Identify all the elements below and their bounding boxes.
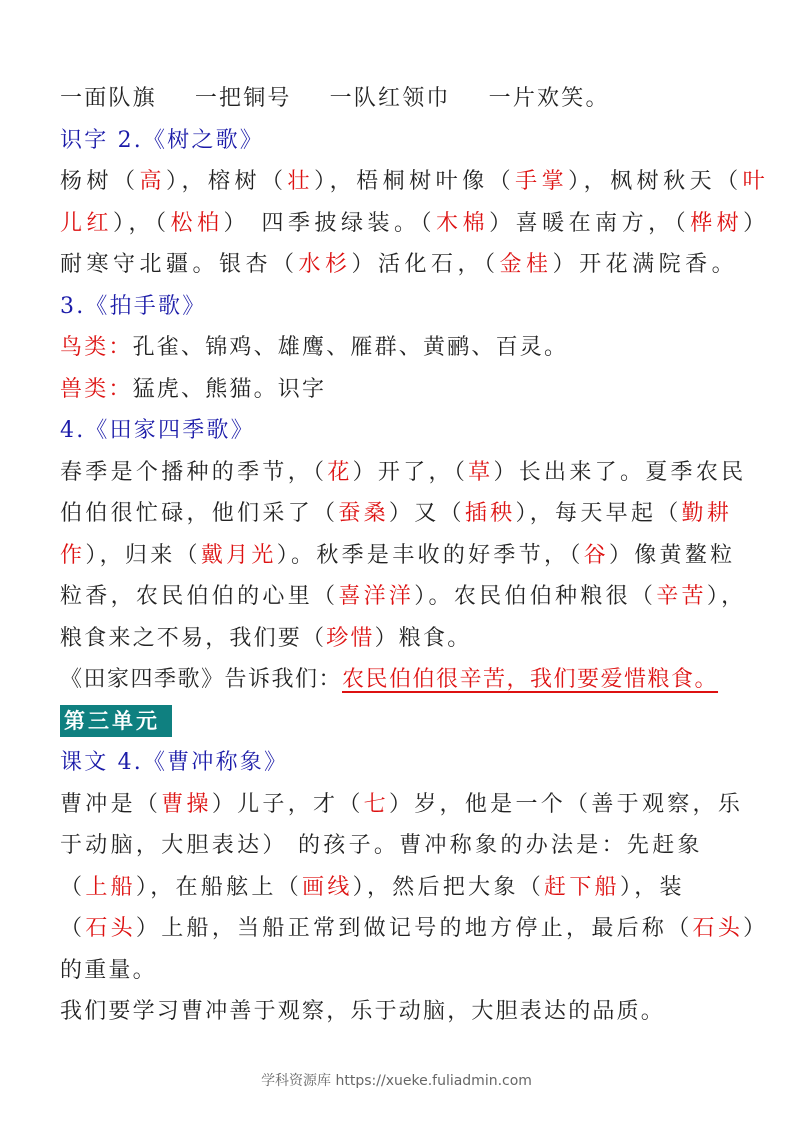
answer: 辛苦 — [656, 584, 707, 609]
answer: 喜洋洋 — [338, 584, 415, 609]
answer: 作 — [60, 542, 86, 568]
text-line: （上船），在船舷上（画线），然后把大象（赶下船），装 — [60, 874, 685, 900]
section-heading: 3.《拍手歌》 — [60, 293, 207, 319]
answer: 草 — [468, 459, 494, 485]
phrase: 一把铜号 — [194, 86, 292, 111]
text-line: 兽类：猛虎、熊猫。识字 — [60, 376, 327, 402]
answer: 插秧 — [464, 501, 516, 526]
category-label: 鸟类： — [60, 335, 133, 360]
answer: 水杉 — [298, 252, 352, 277]
answer: 儿红 — [60, 210, 114, 236]
text-line: 儿红），（松柏） 四季披绿装。（木棉）喜暖在南方，（桦树） — [60, 210, 770, 236]
answer: 桦树 — [690, 210, 744, 236]
answer: 松柏 — [170, 210, 224, 236]
answer: 石头 — [85, 916, 136, 941]
text-line: 《田家四季歌》告诉我们：农民伯伯很辛苦，我们要爱惜粮食。 — [60, 667, 719, 692]
text-line: 鸟类：孔雀、锦鸡、雄鹰、雁群、黄鹂、百灵。 — [60, 335, 569, 360]
answer: 上船 — [85, 874, 136, 900]
answer: 珍惜 — [326, 625, 375, 651]
answer: 高 — [139, 169, 167, 194]
footer-source: 学科资源库 https://xueke.fuliadmin.com — [261, 1073, 532, 1089]
text-line: 作），归来（戴月光）。秋季是丰收的好季节，（谷）像黄鳌粒 — [60, 542, 736, 568]
answer: 勤耕 — [681, 501, 733, 526]
text-line: 春季是个播种的季节，（花）开了，（草）长出来了。夏季农民 — [60, 459, 747, 485]
answer: 谷 — [583, 542, 609, 568]
section-heading: 课文 4.《曹冲称象》 — [60, 750, 289, 775]
text-line: 于动脑，大胆表达） 的孩子。曹冲称象的办法是：先赶象 — [60, 833, 703, 858]
phrase: 一面队旗 — [60, 86, 157, 111]
answer: 花 — [327, 459, 353, 485]
answer: 叶 — [742, 169, 770, 194]
answer: 曹操 — [161, 791, 212, 817]
section-heading: 识字 2.《树之歌》 — [60, 127, 264, 153]
unit-banner: 第三单元 — [60, 705, 172, 737]
unit-banner-row — [60, 701, 740, 743]
answer: 戴月光 — [200, 542, 277, 568]
text-line: 曹冲是（曹操）儿子，才（七）岁，他是一个（善于观察，乐 — [60, 791, 744, 817]
answer: 赶下船 — [544, 874, 620, 900]
underlined-answer: 农民伯伯很辛苦，我们要爱惜粮食。 — [342, 667, 719, 692]
document-page — [60, 78, 770, 1033]
answer: 壮 — [287, 169, 315, 194]
answer: 石头 — [692, 916, 744, 941]
category-label: 兽类： — [60, 376, 133, 402]
answer: 七 — [363, 791, 389, 817]
section-heading: 4.《田家四季歌》 — [60, 418, 255, 443]
answer: 手掌 — [515, 169, 569, 194]
answer: 画线 — [302, 874, 353, 900]
text-line: 的重量。 — [60, 957, 157, 983]
answer: 金桂 — [499, 252, 553, 277]
text-line: 耐寒守北疆。银杏（水杉）活化石，（金桂）开花满院香。 — [60, 252, 739, 277]
text-line: 我们要学习曹冲善于观察，乐于动脑，大胆表达的品质。 — [60, 999, 666, 1024]
text-line: （石头）上船，当船正常到做记号的地方停止，最后称（石头） — [60, 916, 769, 941]
answer: 木棉 — [436, 210, 490, 236]
phrase: 一队红领巾 — [329, 86, 451, 111]
text-line: 粮食来之不易，我们要（珍惜）粮食。 — [60, 625, 472, 651]
text-line-flag — [60, 78, 740, 120]
text-line: 粒香，农民伯伯的心里（喜洋洋）。农民伯伯种粮很（辛苦）， — [60, 584, 747, 609]
phrase: 一片欢笑。 — [488, 86, 610, 111]
text-line: 伯伯很忙碌，他们采了（蚕桑）又（插秧），每天早起（勤耕 — [60, 501, 733, 526]
text-line: 杨树（高），榕树（壮），梧桐树叶像（手掌），枫树秋天（叶 — [60, 169, 770, 194]
answer: 蚕桑 — [338, 501, 389, 526]
